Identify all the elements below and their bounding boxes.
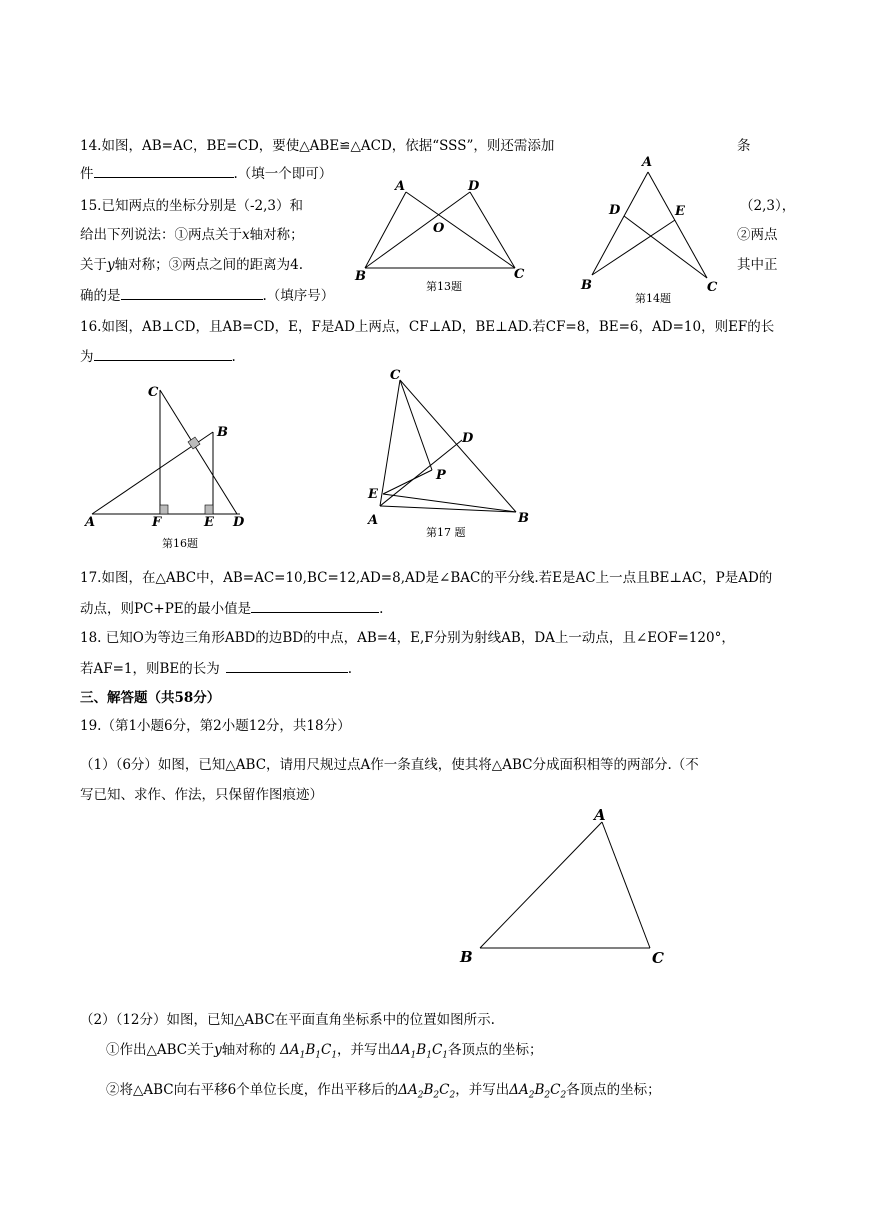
q16-line2 bbox=[80, 346, 236, 367]
q15-post: .（填序号） bbox=[262, 288, 335, 304]
q19-part1-line2: 写已知、求作、作法，只保留作图痕迹） bbox=[80, 787, 323, 803]
q14-text: 14.如图，AB=AC，BE=CD，要使△ABE≌△ACD，依据“SSS”，则还需添加 bbox=[80, 138, 555, 154]
q19-i1-a: ①作出△ABC关于 bbox=[106, 1042, 215, 1058]
delta-symbol: Δ bbox=[398, 1082, 408, 1098]
q15-var-x: x bbox=[242, 227, 250, 243]
fig14-caption: 第14题 bbox=[635, 292, 671, 305]
q14-post: .（填一个即可） bbox=[233, 166, 333, 182]
q15-answer-blank[interactable] bbox=[121, 285, 263, 300]
fig17-label-E: E bbox=[368, 487, 378, 502]
fig17-label-B: B bbox=[518, 511, 529, 526]
vertex-a: A bbox=[407, 1082, 418, 1098]
q19-i1-c: ，并写出 bbox=[337, 1042, 392, 1058]
q15-line4 bbox=[80, 285, 334, 306]
q15-pre: 确的是 bbox=[80, 288, 121, 304]
q19-i2-c: 各顶点的坐标； bbox=[566, 1082, 661, 1098]
vertex-b: B bbox=[423, 1082, 434, 1098]
fig14-label-B: B bbox=[581, 278, 592, 293]
q19-i1-var-y: y bbox=[214, 1042, 222, 1058]
fig19-label-C: C bbox=[652, 949, 664, 967]
vertex-a: A bbox=[518, 1082, 529, 1098]
fig13-label-A: A bbox=[395, 179, 406, 194]
fig13-label-C: C bbox=[514, 267, 525, 282]
q15-line2-end: ②两点 bbox=[737, 227, 778, 243]
delta-symbol: Δ bbox=[280, 1042, 290, 1058]
fig17-label-D: D bbox=[462, 431, 474, 446]
q14-line1-end: 条 bbox=[737, 138, 751, 154]
q19-i2-a: ②将△ABC向右平移6个单位长度，作出平移后的 bbox=[106, 1082, 399, 1098]
fig17-label-P: P bbox=[436, 468, 446, 483]
section-3-heading: 三、解答题（共58分） bbox=[80, 690, 221, 706]
vertex-a: A bbox=[400, 1042, 411, 1058]
q18-post: . bbox=[347, 661, 353, 677]
fig13-label-D: D bbox=[468, 179, 480, 194]
q18-line1: 18. 已知O为等边三角形ABD的边BD的中点，AB=4，E,F分别为射线AB，DA上一动点，且∠EOF=120°， bbox=[80, 630, 735, 646]
q15-var-y: y bbox=[107, 257, 115, 273]
sub-2: 2 bbox=[560, 1090, 567, 1101]
q18-answer-blank[interactable] bbox=[226, 658, 348, 673]
q17-line2 bbox=[80, 598, 383, 619]
delta-symbol: Δ bbox=[391, 1042, 401, 1058]
q15-l2a: 给出下列说法：①两点关于 bbox=[80, 227, 242, 243]
vertex-b: B bbox=[305, 1042, 316, 1058]
fig13-label-O: O bbox=[433, 221, 445, 236]
sub-1: 1 bbox=[331, 1050, 338, 1061]
fig14-label-A: A bbox=[642, 155, 653, 170]
fig16-label-E: E bbox=[204, 515, 214, 530]
sub-1: 1 bbox=[442, 1050, 449, 1061]
sub-1: 1 bbox=[299, 1050, 306, 1061]
fig16-label-D: D bbox=[233, 515, 245, 530]
fig13-caption: 第13题 bbox=[426, 280, 462, 293]
q17-pre: 动点，则PC+PE的最小值是 bbox=[80, 601, 252, 617]
figure-14 bbox=[572, 150, 732, 310]
fig16-label-B: B bbox=[217, 425, 228, 440]
q15-line1: 15.已知两点的坐标分别是（-2,3）和 bbox=[80, 198, 304, 214]
fig17-caption: 第17 题 bbox=[426, 526, 466, 539]
figure-13 bbox=[350, 172, 540, 297]
q14-answer-blank[interactable] bbox=[94, 163, 234, 178]
figure-16 bbox=[80, 378, 255, 553]
sub-1: 1 bbox=[426, 1050, 432, 1061]
fig19-label-B: B bbox=[460, 948, 473, 966]
sub-1: 1 bbox=[410, 1050, 417, 1061]
fig16-right-angle-E bbox=[205, 505, 213, 514]
q15-line2 bbox=[80, 225, 304, 245]
fig17-label-C: C bbox=[390, 368, 401, 383]
q18-pre: 若AF=1，则BE的长为 bbox=[80, 661, 220, 677]
fig19-label-A: A bbox=[594, 806, 606, 824]
sub-2: 2 bbox=[417, 1090, 424, 1101]
triangle-a2b2c2 bbox=[398, 1082, 456, 1101]
q15-line1-end: （2,3）， bbox=[740, 198, 796, 214]
q19-part2-item2 bbox=[106, 1080, 661, 1106]
q17-post: . bbox=[379, 601, 384, 617]
q18-line2 bbox=[80, 658, 352, 679]
vertex-c: C bbox=[320, 1042, 332, 1058]
q14-line1 bbox=[80, 136, 554, 156]
q19-i1-d: 各顶点的坐标； bbox=[448, 1042, 543, 1058]
figure-17 bbox=[360, 362, 540, 542]
q19-i2-b: ，并写出 bbox=[455, 1082, 510, 1098]
q14-pre: 件 bbox=[80, 166, 94, 182]
q15-line3-end: 其中正 bbox=[737, 257, 778, 273]
fig16-label-F: F bbox=[152, 515, 162, 530]
fig14-label-D: D bbox=[609, 203, 621, 218]
q19-i1-b: 轴对称的 bbox=[221, 1042, 276, 1058]
sub-2: 2 bbox=[544, 1090, 551, 1101]
q15-l3b: 轴对称；③两点之间的距离为4. bbox=[114, 257, 304, 273]
triangle-a1b1c1 bbox=[280, 1042, 338, 1061]
figure-19-triangle bbox=[450, 800, 680, 975]
vertex-a: A bbox=[289, 1042, 300, 1058]
vertex-c: C bbox=[550, 1082, 561, 1098]
triangle-a2b2c2-2 bbox=[509, 1082, 567, 1101]
fig14-label-E: E bbox=[675, 204, 685, 219]
sub-1: 1 bbox=[315, 1050, 321, 1061]
q16-post: . bbox=[231, 349, 236, 365]
fig16-caption: 第16题 bbox=[162, 537, 198, 550]
q19-part1-line1: （1）（6分）如图，已知△ABC，请用尺规过点A作一条直线，使其将△ABC分成面积相等的两部分.（不 bbox=[80, 757, 699, 773]
fig14-label-C: C bbox=[707, 280, 718, 295]
q19-part2-item1 bbox=[106, 1040, 543, 1066]
fig13-label-B: B bbox=[355, 269, 366, 284]
q16-answer-blank[interactable] bbox=[94, 346, 232, 361]
vertex-b: B bbox=[416, 1042, 427, 1058]
q19-header: 19.（第1小题6分，第2小题12分，共18分） bbox=[80, 718, 351, 734]
vertex-c: C bbox=[439, 1082, 450, 1098]
sub-2: 2 bbox=[449, 1090, 456, 1101]
q16-pre: 为 bbox=[80, 349, 94, 365]
fig16-right-angle-F bbox=[160, 505, 168, 514]
fig16-label-C: C bbox=[148, 385, 159, 400]
q17-line1: 17.如图，在△ABC中，AB=AC=10,BC=12,AD=8,AD是∠BAC的平分线.若E是AC上一点且BE⊥AC，P是AD的 bbox=[80, 570, 773, 586]
sub-2: 2 bbox=[528, 1090, 535, 1101]
q14-line2 bbox=[80, 163, 332, 184]
triangle-a1b1c1-2 bbox=[391, 1042, 449, 1061]
q15-l3a: 关于 bbox=[80, 257, 107, 273]
delta-symbol: Δ bbox=[509, 1082, 519, 1098]
vertex-b: B bbox=[534, 1082, 545, 1098]
q15-l2b: 轴对称； bbox=[249, 227, 304, 243]
fig16-label-A: A bbox=[85, 515, 96, 530]
sub-2: 2 bbox=[433, 1090, 440, 1101]
q19-part2-line1: （2）（12分）如图，已知△ABC在平面直角坐标系中的位置如图所示. bbox=[80, 1012, 495, 1028]
q17-answer-blank[interactable] bbox=[251, 598, 379, 613]
vertex-c: C bbox=[431, 1042, 443, 1058]
q16-line1: 16.如图，AB⊥CD，且AB=CD，E，F是AD上两点，CF⊥AD，BE⊥AD.若CF=8，BE=6，AD=10，则EF的长 bbox=[80, 319, 775, 335]
q15-line3 bbox=[80, 255, 303, 275]
fig17-label-A: A bbox=[368, 513, 379, 528]
